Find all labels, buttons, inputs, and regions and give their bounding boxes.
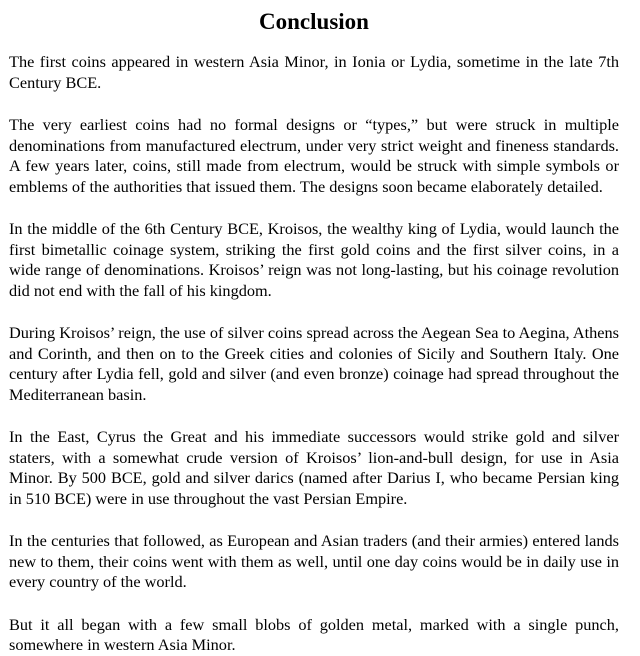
- paragraph-3: In the middle of the 6th Century BCE, Kroisos, the wealthy king of Lydia, would launch the first bimetallic coinage system, striking the first gold coins and the first silver coins, in a wide range of denominations. Kroisos’ reign was not long-lasting, but his coinage revolution did not end with the fall of his kingdom.: [9, 219, 619, 300]
- paragraph-6: In the centuries that followed, as European and Asian traders (and their armies) entered lands new to them, their coins went with them as well, until one day coins would be in daily use in every country of the world.: [9, 531, 619, 591]
- document-page: [9, 8, 619, 656]
- paragraph-5: In the East, Cyrus the Great and his immediate successors would strike gold and silver staters, with a somewhat crude version of Kroisos’ lion-and-bull design, for use in Asia Minor. By 500 BCE, gold and silver darics (named after Darius I, who became Persian king in 510 BCE) were in use throughout the vast Persian Empire.: [9, 427, 619, 508]
- paragraph-1: The first coins appeared in western Asia Minor, in Ionia or Lydia, sometime in the late 7th Century BCE.: [9, 52, 619, 92]
- paragraph-4: During Kroisos’ reign, the use of silver coins spread across the Aegean Sea to Aegina, Athens and Corinth, and then on to the Greek cities and colonies of Sicily and Southern Italy. One century after Lydia fell, gold and silver (and even bronze) coinage had spread throughout the Mediterranean basin.: [9, 323, 619, 404]
- paragraph-2: The very earliest coins had no formal designs or “types,” but were struck in multiple denominations from manufactured electrum, under very strict weight and fineness standards. A few years later, coins, still made from electrum, would be struck with simple symbols or emblems of the authorities that issued them. The designs soon became elaborately detailed.: [9, 115, 619, 196]
- page-title: Conclusion: [259, 9, 369, 34]
- paragraph-7: But it all began with a few small blobs of golden metal, marked with a single punch, somewhere in western Asia Minor.: [9, 614, 619, 654]
